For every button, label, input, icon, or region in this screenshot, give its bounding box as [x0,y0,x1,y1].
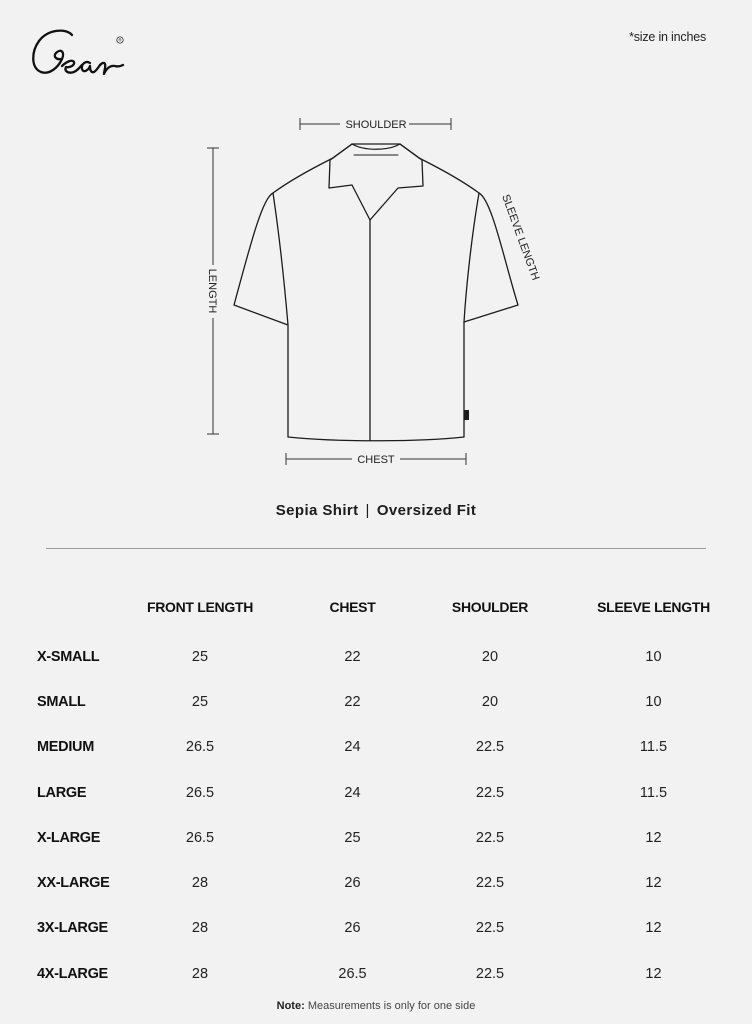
size-label: SMALL [37,693,86,710]
product-title [0,502,752,519]
table-row [0,770,752,815]
shoulder-value: 22.5 [475,875,505,892]
size-unit-note: *size in inches [629,30,706,44]
sleeve-length-value: 12 [645,875,662,892]
sleeve-length-value: 11.5 [639,784,668,801]
table-row [0,634,752,679]
size-label: X-LARGE [37,829,101,846]
shoulder-value: 22.5 [475,965,505,982]
header-front-length: FRONT LENGTH [146,599,254,615]
front-length-value: 25 [191,693,209,710]
chest-value: 25 [344,829,361,846]
sleeve-length-value: 10 [645,648,662,665]
length-label: LENGTH [206,268,218,314]
front-length-value: 26.5 [185,739,215,756]
size-label: 4X-LARGE [37,965,108,982]
size-label: XX-LARGE [37,875,110,892]
sleeve-length-value: 12 [645,829,662,846]
chest-value: 22 [344,648,361,665]
footnote [0,1000,752,1012]
table-row [0,951,752,996]
size-label: X-SMALL [37,648,100,665]
sleeve-length-label: SLEEVE LENGTH [499,192,542,283]
header-size [0,580,120,634]
hem-label-tag [464,410,469,420]
size-label: MEDIUM [37,739,95,756]
table-row [0,679,752,724]
title-separator: | [365,502,370,519]
table-header-row [0,580,752,634]
header-shoulder: SHOULDER [451,599,529,615]
front-length-value: 26.5 [185,829,215,846]
sleeve-length-value: 12 [645,920,662,937]
front-length-value: 26.5 [185,784,215,801]
chest-value: 24 [344,784,361,801]
sleeve-length-value: 11.5 [639,739,668,756]
shoulder-value: 22.5 [475,920,505,937]
sleeve-length-value: 12 [645,965,662,982]
chest-value: 26 [344,920,361,937]
chest-value: 26 [344,875,361,892]
chest-label: CHEST [357,454,395,466]
svg-text:R: R [118,37,122,43]
sleeve-length-value: 10 [645,693,662,710]
table-row [0,725,752,770]
shoulder-value: 22.5 [475,739,505,756]
shoulder-value: 20 [481,648,499,665]
table-row [0,815,752,860]
chest-value: 22 [344,693,361,710]
shoulder-value: 20 [481,693,499,710]
shoulder-value: 22.5 [475,784,505,801]
table-row [0,860,752,905]
footnote-label: Note: [276,1000,305,1012]
size-label: 3X-LARGE [37,920,108,937]
table-row [0,906,752,951]
footnote-text: Measurements is only for one side [307,1000,476,1012]
product-name: Sepia Shirt [275,502,359,519]
header-chest: CHEST [329,599,376,615]
chest-value: 26.5 [338,965,367,982]
front-length-value: 28 [191,875,209,892]
shoulder-label: SHOULDER [345,119,407,131]
front-length-value: 28 [191,920,209,937]
shoulder-value: 22.5 [475,829,505,846]
size-chart-table [0,580,752,996]
front-length-value: 28 [191,965,209,982]
header-sleeve-length: SLEEVE LENGTH [597,599,710,615]
chest-value: 24 [344,739,361,756]
size-label: LARGE [37,784,87,801]
section-divider [46,548,706,549]
gear-logo [28,26,128,84]
product-fit: Oversized Fit [376,502,477,519]
shirt-outline-icon [234,144,518,441]
shirt-measurement-diagram [0,100,752,480]
front-length-value: 25 [191,648,209,665]
